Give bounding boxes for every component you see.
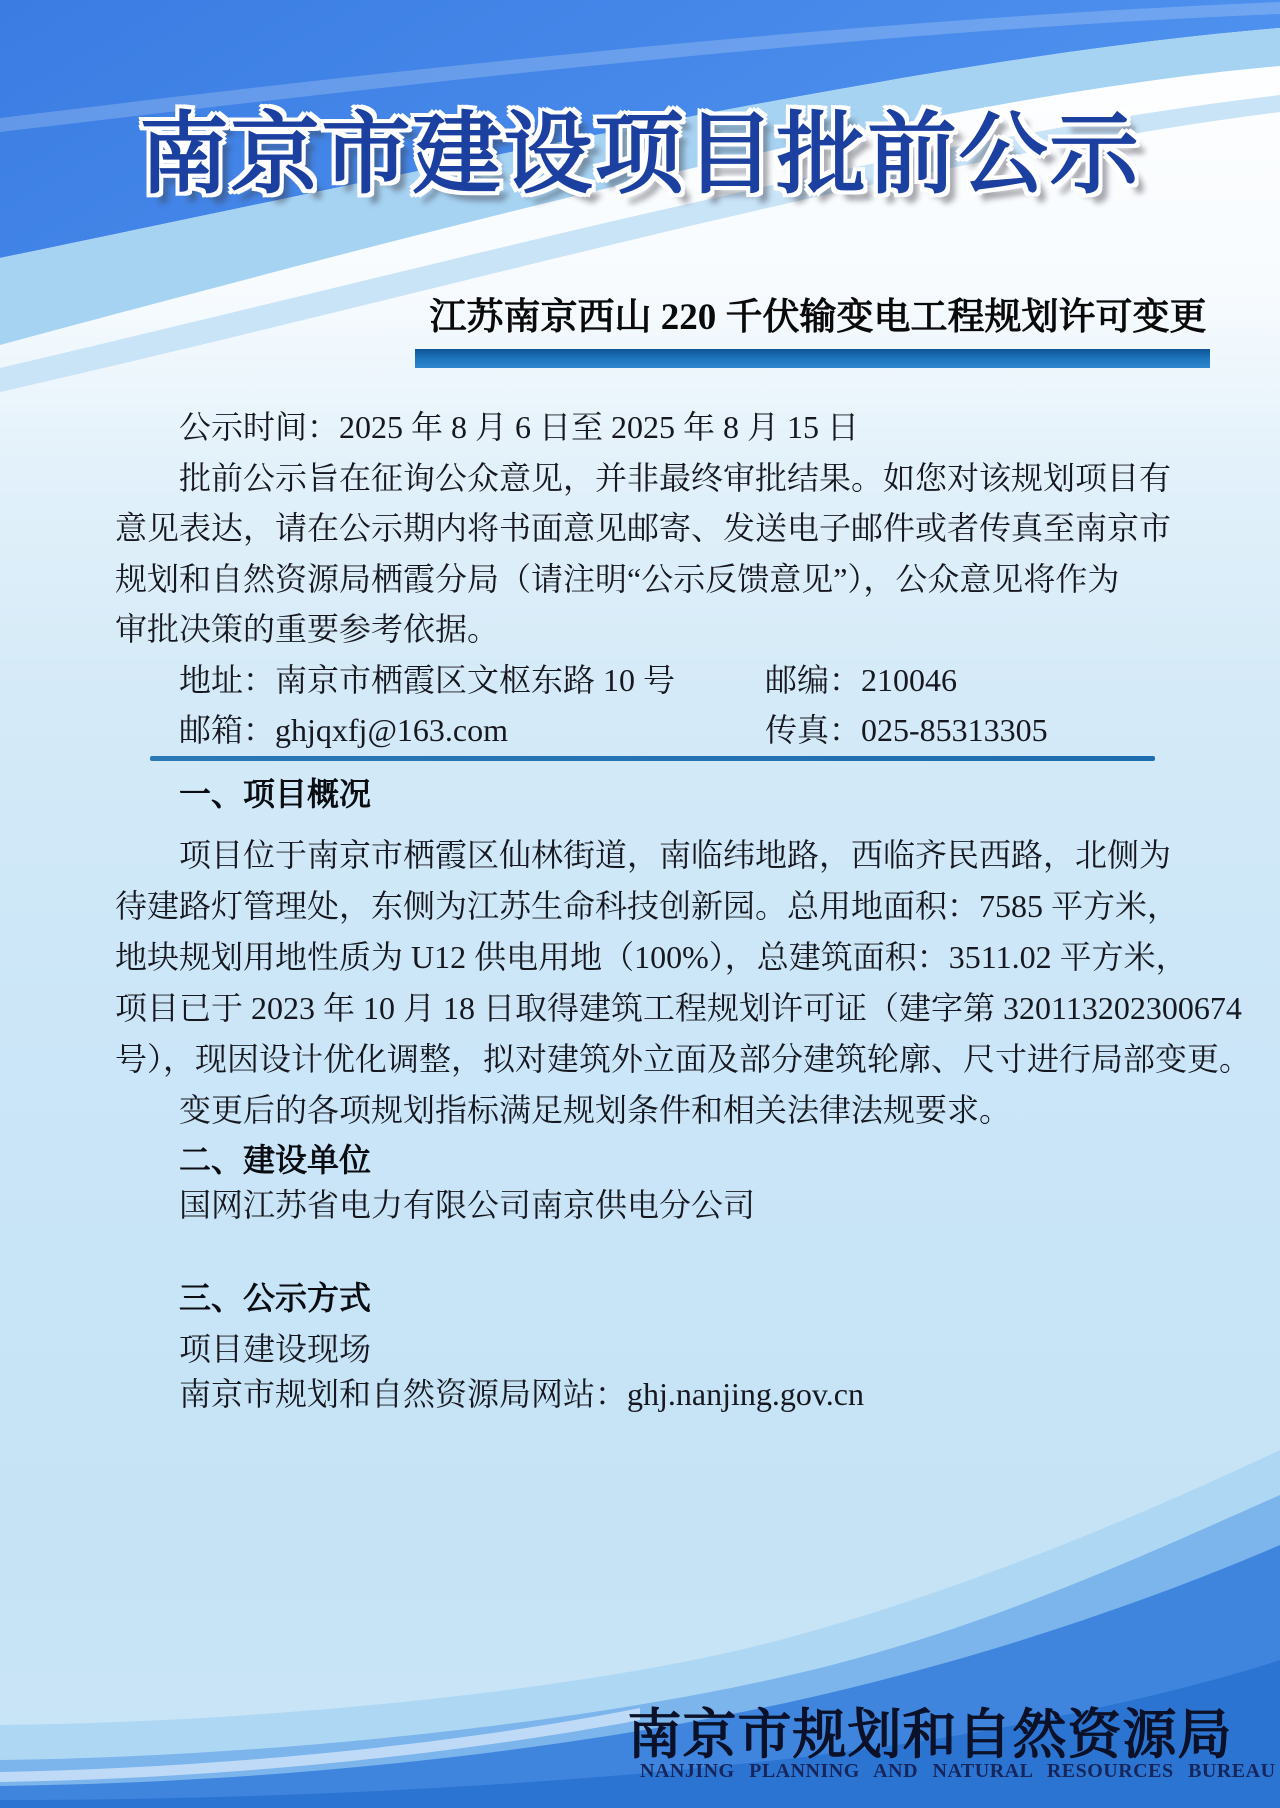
footer-bureau-name-cn: 南京市规划和自然资源局 [627, 1705, 1233, 1765]
notice-line: 审批决策的重要参考依据。 [115, 611, 500, 647]
notice-line: 规划和自然资源局栖霞分局（请注明“公示反馈意见”），公众意见将作为 [115, 560, 1120, 597]
contact-row-email [115, 705, 1173, 756]
builder-company: 国网江苏省电力有限公司南京供电分公司 [179, 1187, 756, 1223]
overview-line: 号），现因设计优化调整，拟对建筑外立面及部分建筑轮廓、尺寸进行局部变更。 [115, 1041, 1252, 1077]
section-divider-line [150, 756, 1155, 761]
overview-line: 待建路灯管理处，东侧为江苏生命科技创新园。总用地面积：7585 平方米， [115, 888, 1180, 924]
contact-postcode: 邮编：210046 [765, 661, 958, 698]
notice-line: 批前公示旨在征询公众意见，并非最终审批结果。如您对该规划项目有 [179, 459, 1172, 496]
publicity-site: 项目建设现场 [179, 1331, 372, 1367]
overview-line: 变更后的各项规划指标满足规划条件和相关法律法规要求。 [179, 1092, 1012, 1128]
page-title: 南京市建设项目批前公示 [139, 107, 1141, 205]
subtitle-underline-bar [415, 349, 1210, 368]
footer-bureau-name-en: NANJING PLANNING AND NATURAL RESOURCES BUREAU [640, 1760, 1276, 1782]
notice-line: 意见表达，请在公示期内将书面意见邮寄、发送电子邮件或者传真至南京市 [115, 510, 1172, 546]
section3-heading: 三、公示方式 [179, 1280, 372, 1316]
section1-heading: 一、项目概况 [179, 776, 372, 812]
overview-line: 地块规划用地性质为 U12 供电用地（100%），总建筑面积：3511.02 平方米， [115, 939, 1188, 975]
project-subtitle: 江苏南京西山 220 千伏输变电工程规划许可变更 [429, 297, 1207, 338]
publicity-website: 南京市规划和自然资源局网站：ghj.nanjing.gov.cn [179, 1376, 865, 1412]
section1-body [115, 830, 1252, 1136]
overview-line: 项目已于 2023 年 10 月 18 日取得建筑工程规划许可证（建字第 320113202300674 [115, 990, 1242, 1026]
contact-row-address [115, 655, 1173, 706]
contact-address: 地址：南京市栖霞区文枢东路 10 号 [179, 661, 676, 698]
contact-fax: 传真：025-85313305 [765, 712, 1048, 748]
notice-paragraph [115, 402, 1173, 756]
notice-line: 公示时间：2025 年 8 月 6 日至 2025 年 8 月 15 日 [179, 409, 860, 445]
section2-heading: 二、建设单位 [179, 1142, 372, 1178]
contact-email: 邮箱：ghjqxfj@163.com [179, 712, 509, 748]
overview-line: 项目位于南京市栖霞区仙林街道，南临纬地路，西临齐民西路，北侧为 [179, 837, 1172, 873]
